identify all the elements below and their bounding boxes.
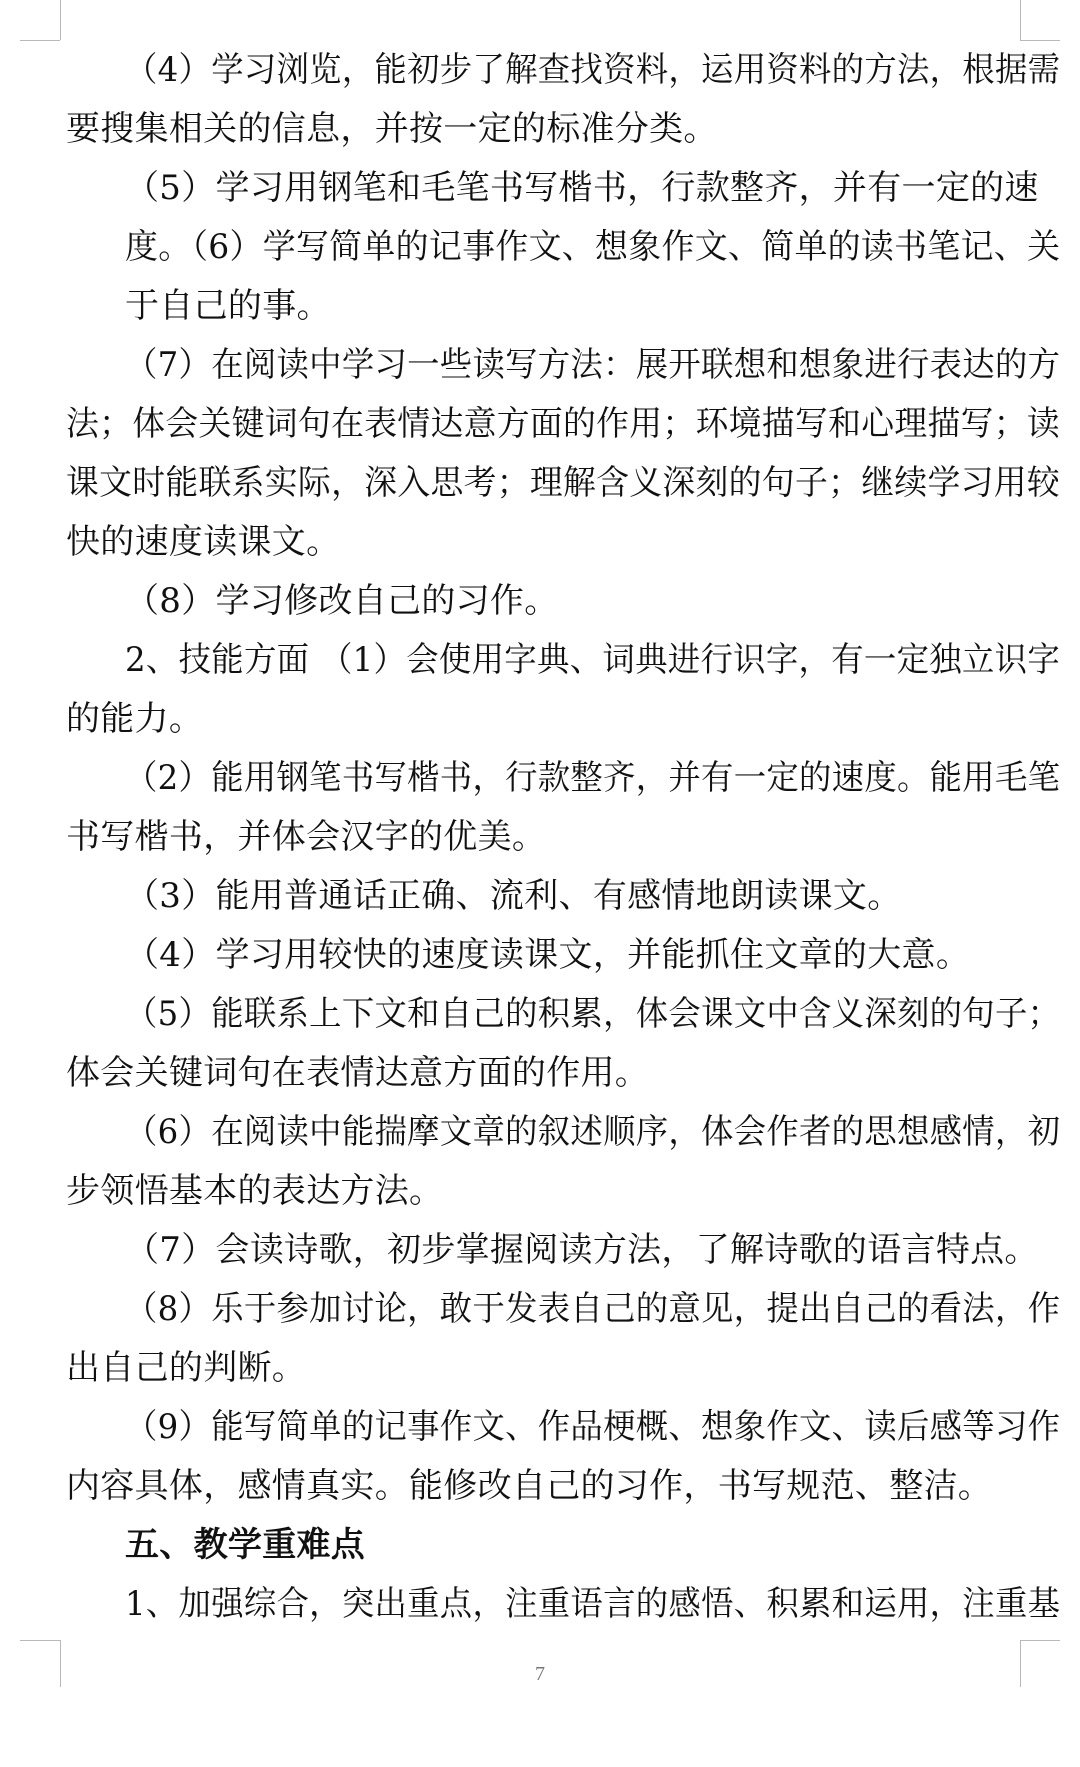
paragraph-line: （5）能联系上下文和自己的积累，体会课文中含义深刻的句子；: [125, 994, 1061, 1034]
paragraph-line: （5）学习用钢笔和毛笔书写楷书，行款整齐，并有一定的速: [125, 168, 1039, 208]
paragraph-line: （6）在阅读中能揣摩文章的叙述顺序，体会作者的思想感情，初: [125, 1112, 1061, 1152]
paragraph-line: （2）能用钢笔书写楷书，行款整齐，并有一定的速度。能用毛笔: [125, 758, 1061, 798]
paragraph-line: （8）乐于参加讨论，敢于发表自己的意见，提出自己的看法，作: [125, 1289, 1061, 1329]
page-number: 7: [535, 1663, 545, 1685]
paragraph-line: 于自己的事。: [125, 286, 331, 326]
paragraph-line: （8）学习修改自己的习作。: [125, 581, 559, 621]
paragraph-line: （4）学习用较快的速度读课文，并能抓住文章的大意。: [125, 935, 971, 975]
paragraph-line: （7）会读诗歌，初步掌握阅读方法，了解诗歌的语言特点。: [125, 1230, 1039, 1270]
paragraph-line: （3）能用普通话正确、流利、有感情地朗读课文。: [125, 876, 902, 916]
paragraph-line: 1、加强综合，突出重点，注重语言的感悟、积累和运用，注重基: [125, 1584, 1061, 1624]
paragraph-line: 快的速度读课文。: [66, 522, 341, 562]
paragraph-line: （7）在阅读中学习一些读写方法：展开联想和想象进行表达的方: [125, 345, 1061, 385]
paragraph-line: 度。（6）学写简单的记事作文、想象作文、简单的读书笔记、关: [125, 227, 1061, 267]
paragraph-line: 内容具体，感情真实。能修改自己的习作，书写规范、整洁。: [66, 1466, 993, 1506]
paragraph-line: 出自己的判断。: [66, 1348, 307, 1388]
section-heading: 五、教学重难点: [125, 1525, 366, 1565]
paragraph-line: 法；体会关键词句在表情达意方面的作用；环境描写和心理描写；读: [66, 404, 1061, 444]
paragraph-line: 要搜集相关的信息，并按一定的标准分类。: [66, 109, 718, 149]
paragraph-line: 2、技能方面 （1）会使用字典、词典进行识字，有一定独立识字: [125, 640, 1061, 680]
paragraph-line: （4）学习浏览，能初步了解查找资料，运用资料的方法，根据需: [125, 50, 1061, 90]
paragraph-line: （9）能写简单的记事作文、作品梗概、想象作文、读后感等习作: [125, 1407, 1061, 1447]
paragraph-line: 书写楷书，并体会汉字的优美。: [66, 817, 547, 857]
paragraph-line: 课文时能联系实际，深入思考；理解含义深刻的句子；继续学习用较: [66, 463, 1061, 503]
paragraph-line: 的能力。: [66, 699, 204, 739]
paragraph-line: 体会关键词句在表情达意方面的作用。: [66, 1053, 650, 1093]
paragraph-line: 步领悟基本的表达方法。: [66, 1171, 444, 1211]
